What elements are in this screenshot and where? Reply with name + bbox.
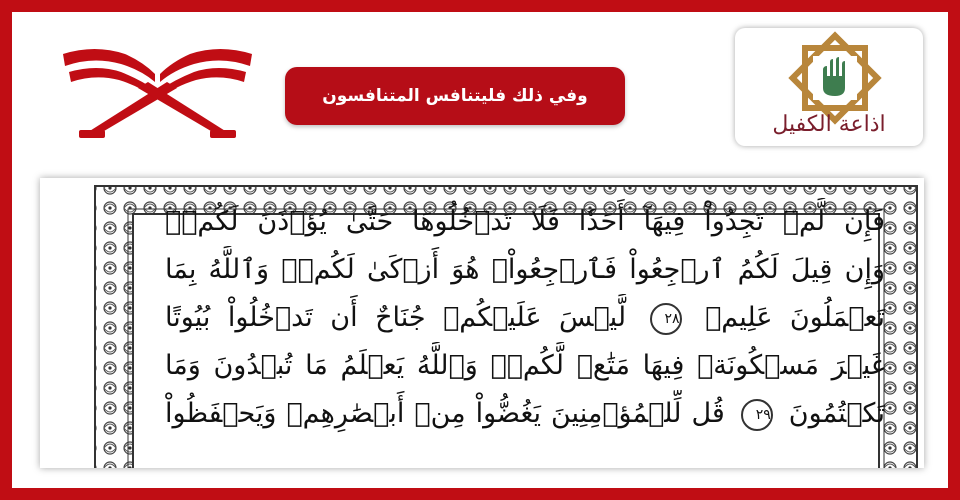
quran-stand-icon (55, 40, 260, 140)
ayah-number-marker: ٢٨ (650, 303, 682, 335)
title-banner (285, 67, 625, 125)
ayah-number-marker: ٢٩ (741, 399, 773, 431)
title-text: وفي ذلك فليتنافس المتنافسون (322, 86, 588, 106)
quran-page (40, 178, 924, 468)
verse-line (165, 246, 885, 294)
verse-line-text: غَيۡرَ مَسۡكُونَةٖ فِيهَا مَتَٰعٞ لَّكُمۡۚ وَٱللَّهُ يَعۡلَمُ مَا تُبۡدُونَ وَمَا (165, 350, 885, 381)
verse-line (165, 198, 885, 246)
logo-text: اذاعة الكفيل (772, 112, 886, 137)
verse-line-text: فَإِن لَّمۡ تَجِدُواْ فِيهَآ أَحَدٗا فَلَا تَدۡخُلُوهَا حَتَّىٰ يُؤۡذَنَ لَكُمۡۖ (165, 206, 885, 237)
verse-line-text: وَإِن قِيلَ لَكُمُ ٱرۡجِعُواْ فَٱرۡجِعُواْۖ هُوَ أَزۡكَىٰ لَكُمۡۚ وَٱللَّهُ بِمَا (165, 254, 885, 285)
verse-text-block (165, 198, 885, 468)
verse-line (165, 294, 885, 342)
verse-line-text: قُل لِّلۡمُؤۡمِنِينَ يَغُضُّواْ مِنۡ أَبۡصَٰرِهِمۡ وَيَحۡفَظُواْ (165, 398, 725, 429)
verse-line (165, 390, 885, 438)
verse-line-text: تَعۡمَلُونَ عَلِيمٞ (705, 302, 885, 333)
verse-line-text: تَكۡتُمُونَ (788, 398, 885, 429)
verse-line (165, 342, 885, 390)
verse-line-text: لَّيۡسَ عَلَيۡكُمۡ جُنَاحٌ أَن تَدۡخُلُواْ بُيُوتًا (165, 302, 627, 333)
radio-logo (735, 28, 923, 146)
